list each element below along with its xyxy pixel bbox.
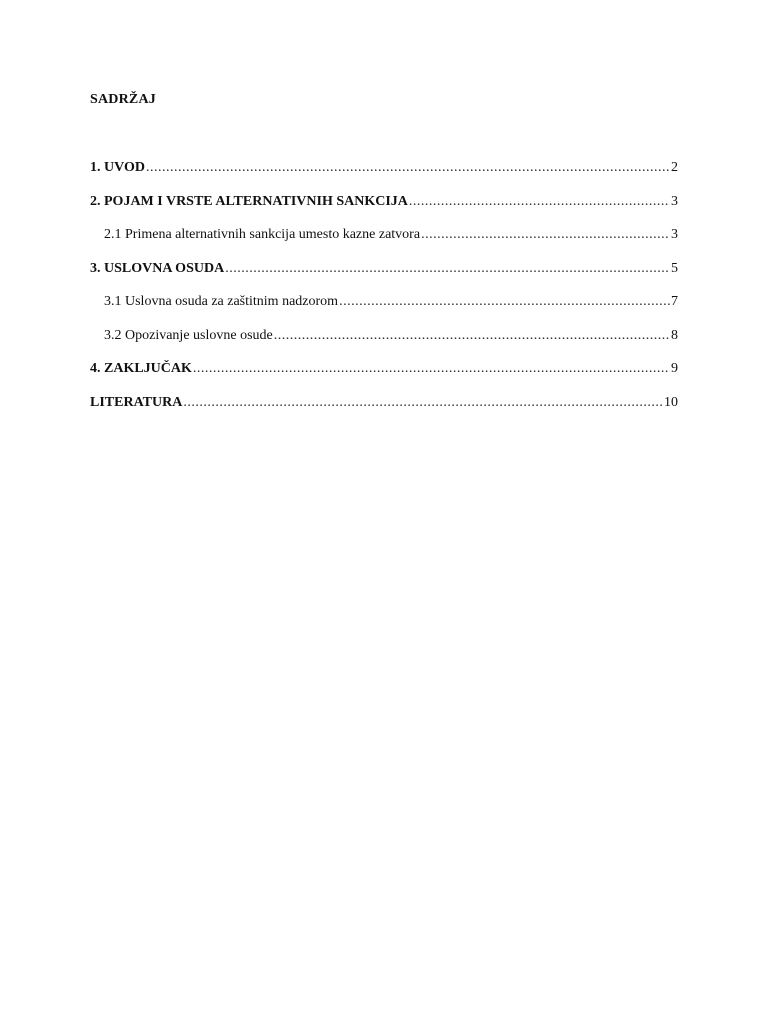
toc-leader-dots — [193, 359, 670, 379]
toc-entry-zastitni-nadzor[interactable] — [90, 292, 678, 326]
table-of-contents — [90, 158, 678, 426]
toc-leader-dots — [225, 259, 670, 279]
toc-heading: SADRŽAJ — [90, 92, 156, 107]
toc-leader-dots — [421, 225, 670, 245]
toc-entry-label: 3.1 Uslovna osuda za zaštitnim nadzorom — [104, 294, 339, 309]
toc-entry-opozivanje[interactable] — [90, 326, 678, 360]
toc-entry-uvod[interactable] — [90, 158, 678, 192]
toc-entry-page: 9 — [671, 361, 678, 376]
toc-entry-zakljucak[interactable] — [90, 359, 678, 393]
toc-entry-uslovna-osuda[interactable] — [90, 259, 678, 293]
toc-entry-page: 5 — [671, 260, 678, 276]
toc-entry-page: 7 — [671, 294, 678, 309]
toc-entry-primena[interactable] — [90, 225, 678, 259]
toc-entry-pojam-i-vrste[interactable] — [90, 192, 678, 226]
toc-entry-page: 3 — [671, 193, 678, 209]
toc-entry-page: 3 — [671, 227, 678, 242]
toc-entry-page: 10 — [664, 394, 678, 410]
toc-leader-dots — [409, 192, 670, 212]
toc-entry-page: 2 — [671, 160, 678, 175]
toc-entry-literatura[interactable] — [90, 393, 678, 427]
toc-leader-dots — [339, 292, 670, 312]
toc-entry-label: 1. UVOD — [90, 160, 145, 175]
toc-leader-dots — [183, 393, 663, 413]
toc-entry-label: 2.1 Primena alternativnih sankcija umesto kazne zatvora — [104, 227, 421, 242]
toc-entry-label: 2. POJAM I VRSTE ALTERNATIVNIH SANKCIJA — [90, 193, 408, 209]
toc-entry-label: 3.2 Opozivanje uslovne osude — [104, 327, 273, 343]
toc-leader-dots — [146, 158, 670, 178]
toc-entry-page: 8 — [671, 327, 678, 343]
toc-leader-dots — [274, 326, 670, 346]
toc-entry-label: 4. ZAKLJUČAK — [90, 361, 192, 376]
toc-entry-label: LITERATURA — [90, 394, 183, 410]
toc-entry-label: 3. USLOVNA OSUDA — [90, 260, 225, 276]
